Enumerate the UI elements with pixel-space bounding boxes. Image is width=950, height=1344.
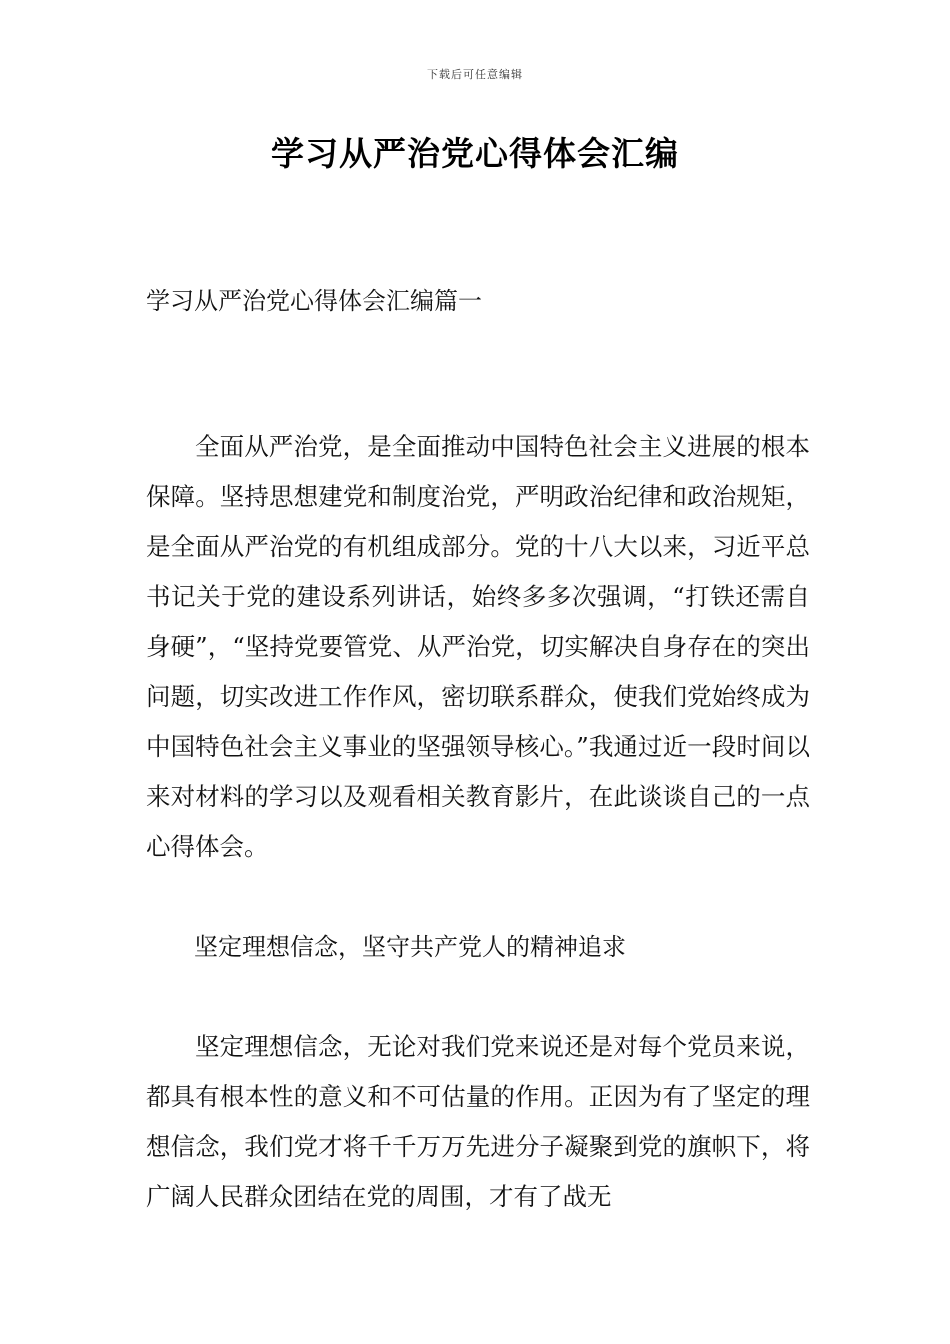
subheading-1: 坚定理想信念，坚守共产党人的精神追求 <box>194 933 626 961</box>
section-heading: 学习从严治党心得体会汇编篇一 <box>146 287 482 315</box>
header-note: 下载后可任意编辑 <box>427 68 523 81</box>
paragraph-1: 全面从严治党，是全面推动中国特色社会主义进展的根本保障。坚持思想建党和制度治党，严明政治纪律和政治规矩，是全面从严治党的有机组成部分。党的十八大以来，习近平总书记关于党的建设系列讲话，始终多多次强调，“打铁还需自身硬”，“坚持党要管党、从严治党，切实解决自身存在的突出问题，切实改进工作作风，密切联系群众，使我们党始终成为中国特色社会主义事业的坚强领导核心。”我通过近一段时间以来对材料的学习以及观看相关教育影片，在此谈谈自己的一点心得体会。 <box>146 432 810 861</box>
document-title: 学习从严治党心得体会汇编 <box>271 134 679 173</box>
paragraph-2: 坚定理想信念，无论对我们党来说还是对每个党员来说，都具有根本性的意义和不可估量的作用。正因为有了坚定的理想信念，我们党才将千千万万先进分子凝聚到党的旗帜下，将广阔人民群众团结在党的周围，才有了战无 <box>146 1032 810 1211</box>
